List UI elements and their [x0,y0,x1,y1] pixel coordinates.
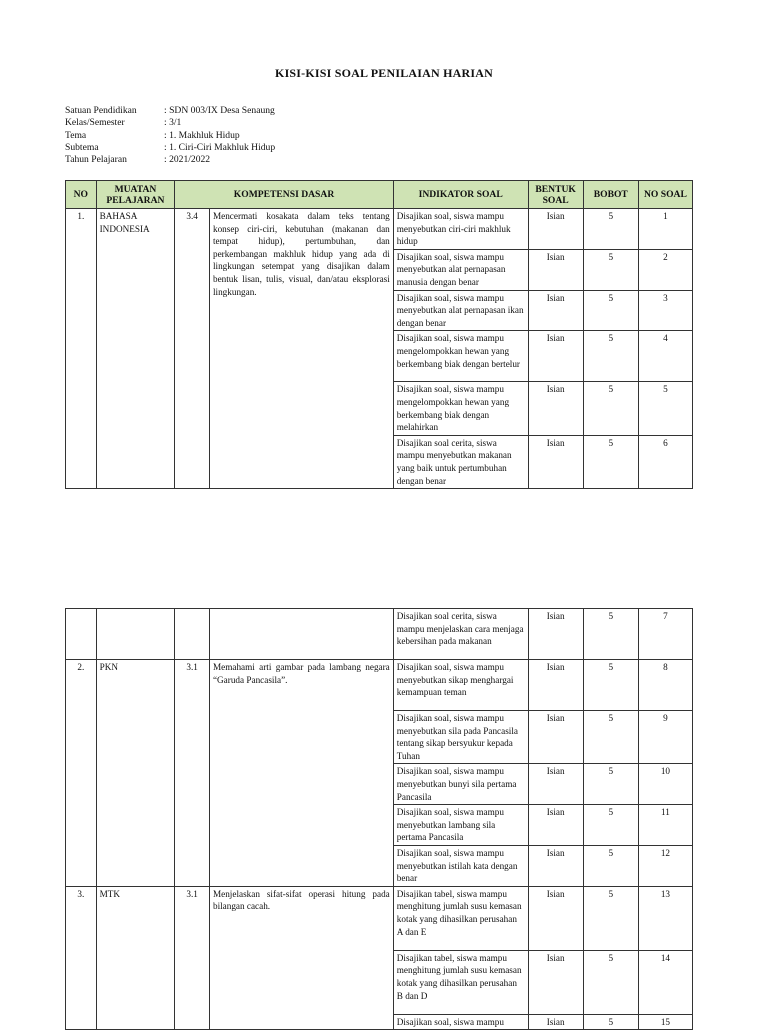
table-row [66,209,693,250]
table-header-row [66,181,693,209]
meta-row [65,105,275,117]
bobot-cell: 5 [583,845,638,886]
no-soal-cell: 1 [638,209,692,250]
meta-value: : SDN 003/IX Desa Senaung [164,105,275,116]
no-soal-cell: 7 [638,609,692,660]
bobot-cell: 5 [583,331,638,382]
subject-no: 3. [66,886,97,1030]
indikator-cell: Disajikan soal, siswa mampu [393,1014,528,1030]
kisi-kisi-table-page-2 [65,608,693,1030]
kd-description [209,609,393,660]
bentuk-cell: Isian [528,845,583,886]
subject-muatan: BAHASA INDONESIA [96,209,175,489]
bobot-cell: 5 [583,435,638,488]
table-row [66,660,693,711]
bentuk-cell: Isian [528,382,583,435]
table-row [66,886,693,950]
indikator-cell: Disajikan soal, siswa mampu menyebutkan istilah kata dengan benar [393,845,528,886]
meta-label: Satuan Pendidikan [65,105,137,116]
bobot-cell: 5 [583,711,638,764]
indikator-cell: Disajikan soal, siswa mampu mengelompokkan hewan yang berkembang biak dengan melahirkan [393,382,528,435]
meta-row [65,130,275,142]
meta-value: : 1. Ciri-Ciri Makhluk Hidup [164,141,276,153]
kisi-kisi-table-page-1 [65,180,693,489]
meta-label: Tema [65,129,87,141]
bobot-cell: 5 [583,290,638,331]
no-soal-cell: 8 [638,660,692,711]
meta-value: : 1. Makhluk Hidup [164,129,240,141]
subject-muatan [96,609,175,660]
indikator-cell: Disajikan soal, siswa mampu menyebutkan sikap menghargai kemampuan teman [393,660,528,711]
header-kompetensi-dasar: KOMPETENSI DASAR [175,181,394,209]
header-bentuk-soal: BENTUK SOAL [528,181,583,209]
subject-no: 1. [66,209,97,489]
indikator-cell: Disajikan soal cerita, siswa mampu menyebutkan makanan yang baik untuk pertumbuhan dengan benar [393,435,528,488]
kd-description: Mencermati kosakata dalam teks tentang konsep ciri-ciri, kebutuhan (makanan dan tempat hidup), pertumbuhan, dan perkembangan makhluk hidup yang ada di lingkungan setempat yang disajikan dalam bentuk lisan, tulis, visual, dan/atau eksplorasi lingkungan. [209,209,393,489]
kd-number: 3.1 [175,660,210,887]
header-muatan: MUATAN PELAJARAN [96,181,175,209]
indikator-cell: Disajikan soal, siswa mampu menyebutkan lambang sila pertama Pancasila [393,805,528,846]
meta-value: : 3/1 [164,117,182,129]
meta-label: Kelas/Semester [65,117,125,129]
bentuk-cell: Isian [528,764,583,805]
document-meta [65,105,275,166]
indikator-cell: Disajikan soal, siswa mampu menyebutkan bunyi sila pertama Pancasila [393,764,528,805]
bobot-cell: 5 [583,382,638,435]
table-row [66,609,693,660]
indikator-cell: Disajikan tabel, siswa mampu menghitung jumlah susu kemasan kotak yang dihasilkan perusahan A dan E [393,886,528,950]
bobot-cell: 5 [583,209,638,250]
indikator-cell: Disajikan soal, siswa mampu menyebutkan alat pernapasan manusia dengan benar [393,249,528,290]
no-soal-cell: 4 [638,331,692,382]
indikator-cell: Disajikan soal, siswa mampu menyebutkan sila pada Pancasila tentang sikap bersyukur kepada Tuhan [393,711,528,764]
bobot-cell: 5 [583,660,638,711]
indikator-cell: Disajikan tabel, siswa mampu menghitung jumlah susu kemasan kotak yang dihasilkan perusahan B dan D [393,950,528,1014]
no-soal-cell: 12 [638,845,692,886]
bentuk-cell: Isian [528,435,583,488]
bobot-cell: 5 [583,1014,638,1030]
bentuk-cell: Isian [528,711,583,764]
bentuk-cell: Isian [528,331,583,382]
no-soal-cell: 9 [638,711,692,764]
indikator-cell: Disajikan soal, siswa mampu menyebutkan ciri-ciri makhluk hidup [393,209,528,250]
no-soal-cell: 5 [638,382,692,435]
meta-row [65,117,275,129]
bentuk-cell: Isian [528,609,583,660]
document-title: KISI-KISI SOAL PENILAIAN HARIAN [275,66,493,80]
bentuk-cell: Isian [528,249,583,290]
header-indikator: INDIKATOR SOAL [393,181,528,209]
kd-description: Menjelaskan sifat-sifat operasi hitung pada bilangan cacah. [209,886,393,1030]
kd-number [175,609,210,660]
subject-muatan: MTK [96,886,175,1030]
kd-description: Memahami arti gambar pada lambang negara “Garuda Pancasila”. [209,660,393,887]
bentuk-cell: Isian [528,209,583,250]
header-no-soal: NO SOAL [638,181,692,209]
bentuk-cell: Isian [528,290,583,331]
kd-number: 3.4 [175,209,210,489]
bobot-cell: 5 [583,886,638,950]
subject-muatan: PKN [96,660,175,887]
no-soal-cell: 15 [638,1014,692,1030]
meta-row [65,154,275,166]
subject-no [66,609,97,660]
bobot-cell: 5 [583,950,638,1014]
no-soal-cell: 11 [638,805,692,846]
bentuk-cell: Isian [528,660,583,711]
bentuk-cell: Isian [528,950,583,1014]
no-soal-cell: 14 [638,950,692,1014]
bobot-cell: 5 [583,609,638,660]
indikator-cell: Disajikan soal, siswa mampu menyebutkan alat pernapasan ikan dengan benar [393,290,528,331]
no-soal-cell: 13 [638,886,692,950]
kd-number: 3.1 [175,886,210,1030]
meta-value: : 2021/2022 [164,154,211,166]
bentuk-cell: Isian [528,886,583,950]
header-bobot: BOBOT [583,181,638,209]
indikator-cell: Disajikan soal cerita, siswa mampu menjelaskan cara menjaga kebersihan pada makanan [393,609,528,660]
no-soal-cell: 3 [638,290,692,331]
bobot-cell: 5 [583,249,638,290]
meta-label: Subtema [65,141,99,153]
subject-no: 2. [66,660,97,887]
meta-label: Tahun Pelajaran [65,154,127,166]
header-no: NO [66,181,97,209]
no-soal-cell: 6 [638,435,692,488]
bobot-cell: 5 [583,805,638,846]
no-soal-cell: 2 [638,249,692,290]
bentuk-cell: Isian [528,1014,583,1030]
bentuk-cell: Isian [528,805,583,846]
bobot-cell: 5 [583,764,638,805]
indikator-cell: Disajikan soal, siswa mampu mengelompokkan hewan yang berkembang biak dengan bertelur [393,331,528,382]
no-soal-cell: 10 [638,764,692,805]
meta-row [65,142,275,154]
